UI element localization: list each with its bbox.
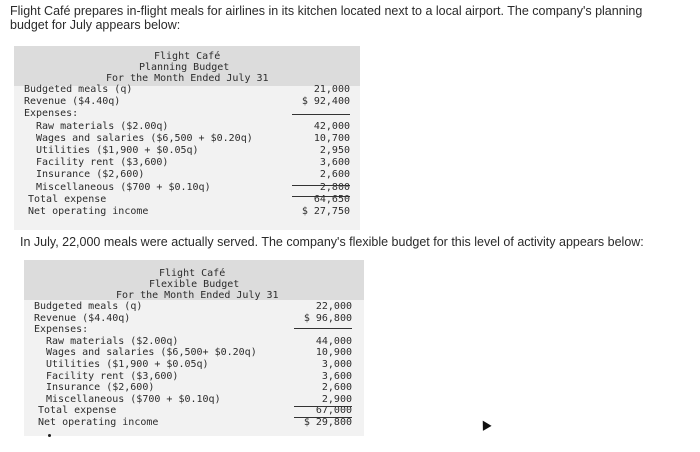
rule-line [292,196,350,197]
row-label: Insurance ($2,600) [46,382,155,394]
row-label: Total expense [28,193,107,205]
report-company: Flight Café [154,51,221,62]
row-amount: 3,600 [319,157,350,169]
row-label: Wages and salaries ($6,500 + $0.20q) [36,132,253,144]
flexible-budget-report [24,260,364,436]
rule-line [294,406,352,407]
row-amount: 2,600 [319,169,350,181]
budget-row [24,324,364,335]
row-label: Revenue ($4.40q) [24,96,121,108]
budget-row [24,359,364,370]
budget-row [24,382,364,393]
row-label: Wages and salaries ($6,500+ $0.20q) [46,347,257,359]
row-amount: 2,800 [319,181,350,193]
mouse-cursor-icon [478,418,491,431]
row-amount: 22,000 [315,301,352,312]
budget-row [14,121,360,132]
row-amount: 21,000 [313,84,350,95]
row-amount: 10,900 [315,347,352,359]
row-label: Utilities ($1,900 + $0.05q) [36,145,199,156]
budget-row [14,206,360,217]
budget-row [24,417,364,428]
row-amount: 42,000 [313,120,350,132]
budget-row [24,313,364,324]
rule-line [294,417,352,418]
row-amount: 3,000 [321,359,352,370]
rule-line [292,185,350,186]
row-label: Facility rent ($3,600) [46,370,179,382]
row-label: Budgeted meals (q) [34,301,143,312]
report-period: For the Month Ended July 31 [106,73,269,84]
row-amount: 67,000 [315,405,352,417]
report-period: For the Month Ended July 31 [116,290,279,301]
row-label: Insurance ($2,600) [36,169,145,181]
row-label: Total expense [38,405,117,417]
row-amount: $ 27,750 [301,206,350,217]
budget-row [24,347,364,358]
budget-row [24,301,364,312]
budget-row [24,394,364,405]
row-amount: 64,650 [313,193,350,205]
row-amount: 2,900 [321,393,352,405]
report-title: Planning Budget [139,62,230,73]
bullet-dot [48,434,51,437]
budget-row [14,182,360,193]
row-amount: 44,000 [315,335,352,347]
row-label: Facility rent ($3,600) [36,157,169,169]
planning-budget-report [14,46,360,230]
row-amount: 2,600 [321,382,352,394]
budget-row [14,169,360,180]
row-label: Net operating income [28,206,149,217]
mid-paragraph: In July, 22,000 meals were actually served. The company's flexible budget for this level of activity appears below: [20,235,644,249]
budget-row [14,133,360,144]
row-label: Miscellaneous ($700 + $0.10q) [46,393,221,405]
row-amount: $ 92,400 [301,96,350,108]
rule-line [294,328,352,329]
row-amount: $ 29,800 [303,417,352,428]
row-label: Budgeted meals (q) [24,84,133,95]
report-company: Flight Café [159,268,226,279]
row-label: Expenses: [24,108,79,120]
budget-row [14,145,360,156]
budget-row [24,405,364,416]
report-title: Flexible Budget [149,279,240,290]
row-label: Net operating income [38,417,159,428]
row-label: Revenue ($4.40q) [34,312,131,324]
budget-row [14,96,360,107]
budget-row [24,371,364,382]
row-amount: $ 96,800 [303,312,352,324]
row-amount: 2,950 [319,145,350,156]
rule-line [292,114,350,115]
row-label: Miscellaneous ($700 + $0.10q) [36,181,211,193]
intro-paragraph: Flight Café prepares in-flight meals for airlines in its kitchen located next to a local airport. The company's planning budget for July appears below: [10,4,643,32]
budget-row [14,157,360,168]
row-label: Utilities ($1,900 + $0.05q) [46,359,209,370]
row-amount: 3,600 [321,370,352,382]
row-amount: 10,700 [313,132,350,144]
row-label: Expenses: [34,324,89,336]
row-label: Raw materials ($2.00q) [36,120,169,132]
row-label: Raw materials ($2.00q) [46,335,179,347]
budget-row [14,84,360,95]
budget-row [24,336,364,347]
